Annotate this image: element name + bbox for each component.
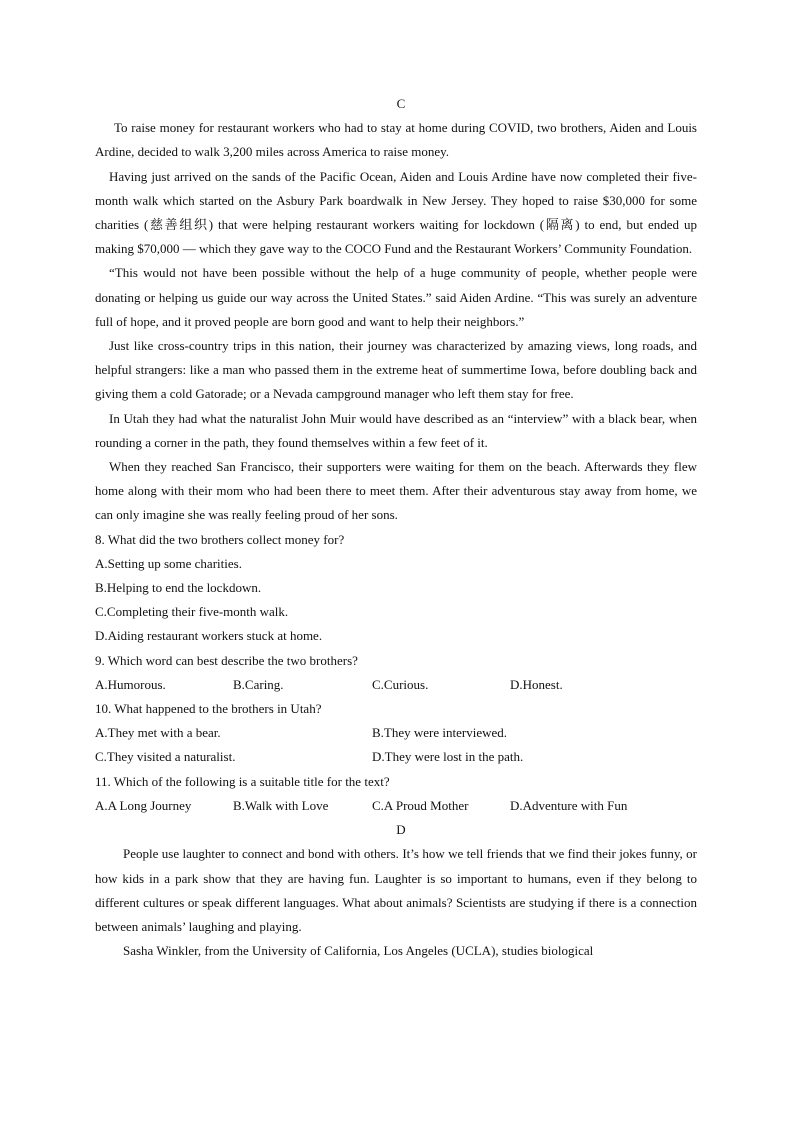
section-d-paragraph-2: Sasha Winkler, from the University of California, Los Angeles (UCLA), studies biological: [123, 943, 594, 959]
question-11-options: [95, 794, 697, 818]
question-8-option-b: B.Helping to end the lockdown.: [95, 580, 262, 596]
section-c-paragraph-4: Just like cross-country trips in this nation, their journey was characterized by amazing views, long roads, and helpful strangers: like a man who passed them in the extreme heat of summertime Iowa, before doubling back and giving them a cold Gatorade; or a Nevada campground manager who left them stay for free.: [95, 338, 697, 402]
question-9-option-d: D.Honest.: [510, 676, 563, 692]
question-11-option-d: D.Adventure with Fun: [510, 797, 628, 813]
section-c-heading: C: [396, 96, 406, 111]
question-10-options-row-1: [95, 721, 697, 745]
question-9-stem: 9. Which word can best describe the two brothers?: [95, 652, 358, 668]
document-page: [95, 92, 697, 963]
question-8-option-d: D.Aiding restaurant workers stuck at home.: [95, 628, 323, 644]
question-9-option-a: A.Humorous.: [95, 676, 166, 692]
question-10-stem: 10. What happened to the brothers in Utah?: [95, 701, 322, 717]
question-11-option-c: C.A Proud Mother: [372, 797, 469, 813]
question-11-option-a: A.A Long Journey: [95, 797, 192, 813]
section-c-paragraph-2: Having just arrived on the sands of the Pacific Ocean, Aiden and Louis Ardine have now completed their five-month walk which started on the Asbury Park boardwalk in New Jersey. They hoped to raise $30,000 for some charities (慈善组织) that were helping restaurant workers waiting for lockdown (隔离) to end, but ended up making $70,000 — which they gave way to the COCO Fund and the Restaurant Workers’ Community Foundation.: [95, 168, 697, 257]
question-8-option-c: C.Completing their five-month walk.: [95, 604, 289, 620]
section-c-paragraph-5: In Utah they had what the naturalist John Muir would have described as an “interview” with a black bear, when rounding a corner in the path, they found themselves within a few feet of it.: [95, 410, 697, 450]
question-10-option-c: C.They visited a naturalist.: [95, 749, 236, 765]
section-c-paragraph-6: When they reached San Francisco, their supporters were waiting for them on the beach. Afterwards they flew home along with their mom who had been there to meet them. After their adventurous stay away from home, we can only imagine she was really feeling proud of her sons.: [95, 459, 697, 523]
question-9-option-c: C.Curious.: [372, 676, 429, 692]
question-11-stem: 11. Which of the following is a suitable title for the text?: [95, 773, 390, 789]
question-8-stem: 8. What did the two brothers collect money for?: [95, 531, 345, 547]
question-10-option-a: A.They met with a bear.: [95, 725, 221, 741]
question-10-options-row-2: [95, 745, 697, 769]
question-10-option-b: B.They were interviewed.: [372, 725, 508, 741]
section-c-paragraph-3: “This would not have been possible without the help of a huge community of people, whether people were donating or helping us guide our way across the United States.” said Aiden Ardine. “This was surely an adventure full of hope, and it proved people are born good and want to help their neighbors.”: [95, 265, 697, 329]
question-10-option-d: D.They were lost in the path.: [372, 749, 524, 765]
section-c-paragraph-1: To raise money for restaurant workers who had to stay at home during COVID, two brothers, Aiden and Louis Ardine, decided to walk 3,200 miles across America to raise money.: [95, 120, 697, 160]
section-d-paragraph-1: People use laughter to connect and bond with others. It’s how we tell friends that we find their jokes funny, or how kids in a park show that they are having fun. Laughter is so important to humans, even if they belong to different cultures or speak different languages. What about animals? Scientists are studying if there is a connection between animals’ laughing and playing.: [95, 846, 697, 934]
section-d-heading: D: [396, 822, 406, 838]
question-9-option-b: B.Caring.: [233, 676, 284, 692]
question-9-options: [95, 673, 697, 697]
question-11-option-b: B.Walk with Love: [233, 797, 329, 813]
question-8-option-a: A.Setting up some charities.: [95, 555, 242, 571]
